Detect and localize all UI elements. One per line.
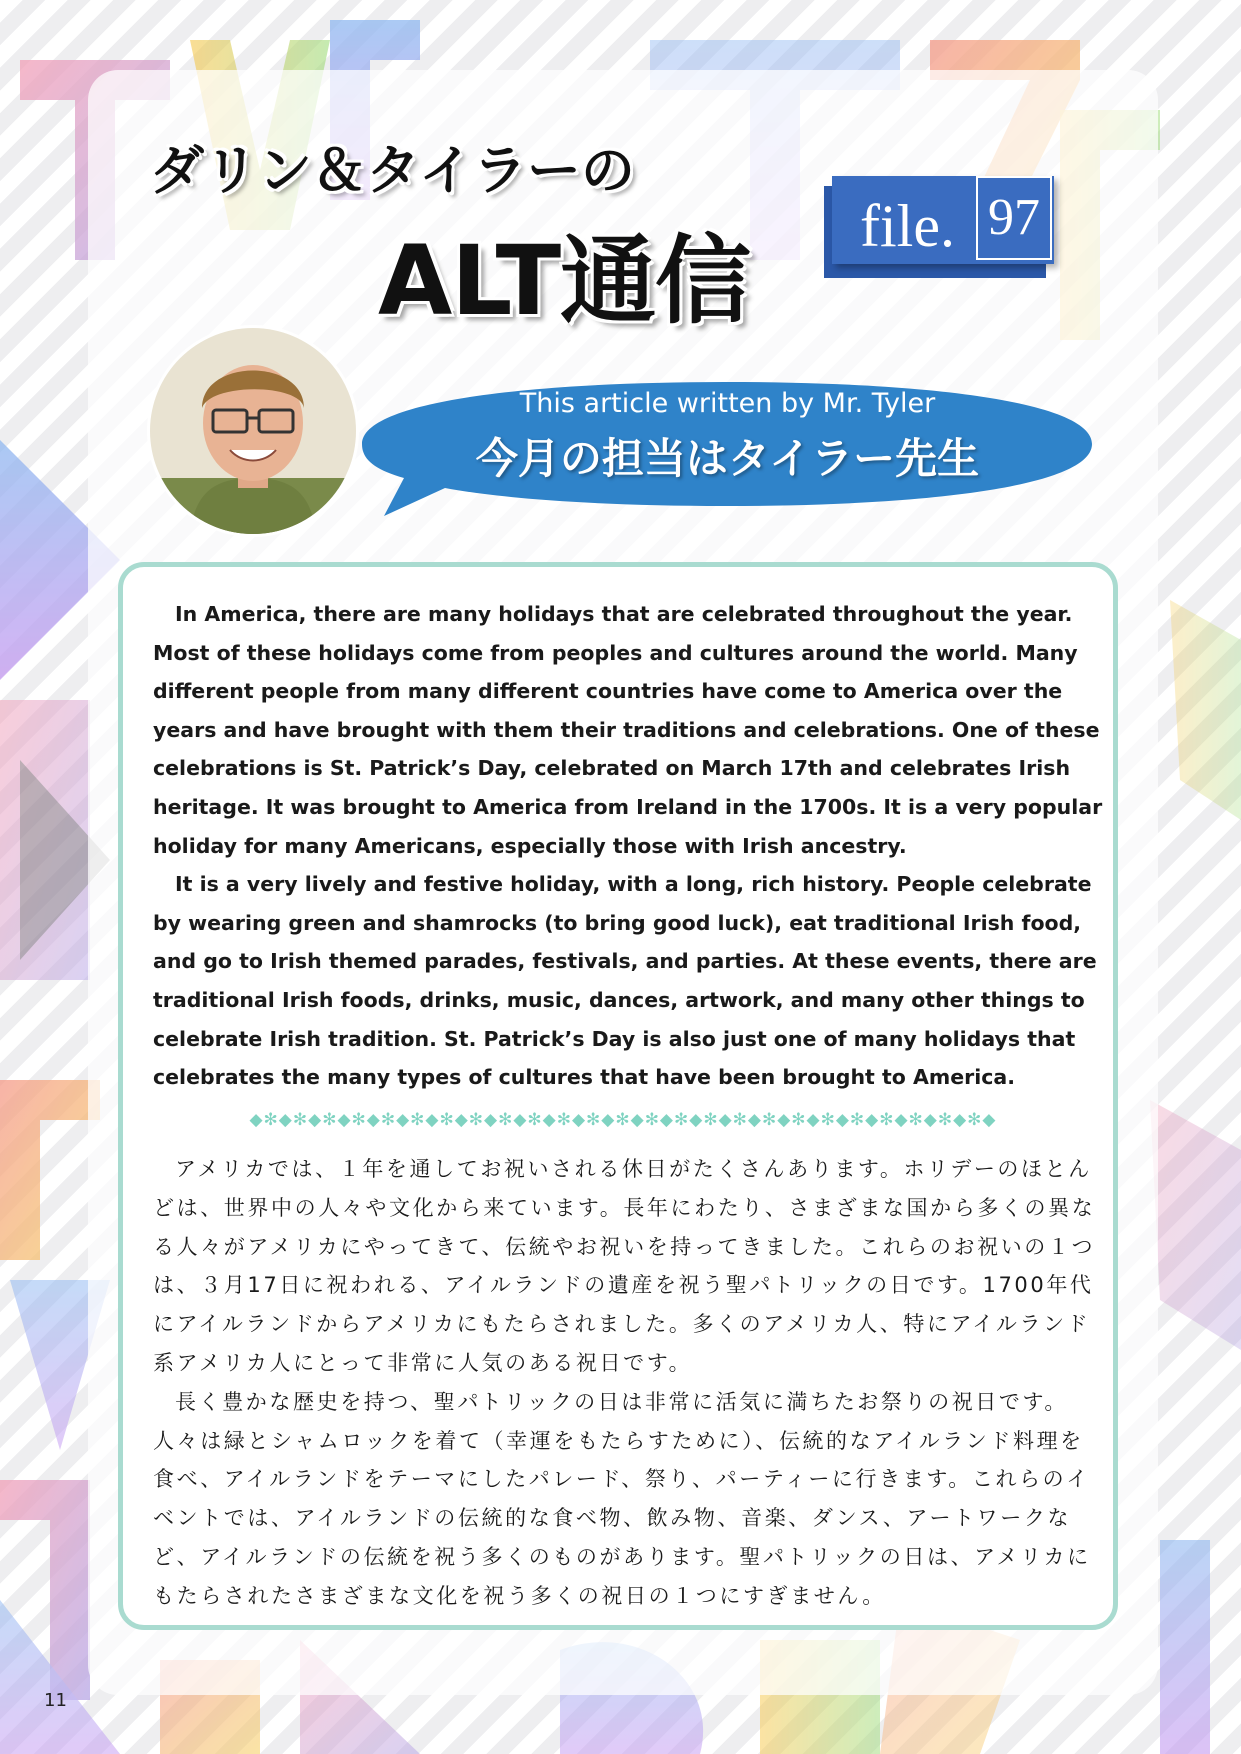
file-number-badge [824, 168, 1054, 278]
title-line-1: ダリン＆タイラーの [150, 139, 635, 202]
author-speech-bubble [360, 378, 1095, 518]
ornamental-divider: ◆✻◆✻◆✻◆✻◆✻◆✻◆✻◆✻◆✻◆✻◆✻◆✻◆✻◆✻◆✻◆✻◆✻◆✻◆✻◆✻◆✻◆✻◆✻◆✻◆✻◆ [249, 1110, 997, 1130]
english-paragraph-1: In America, there are many holidays that are celebrated throughout the year. Most of these holidays come from peoples and cultures around the world. Many different people from many different countries have come to America over the years and have brought with them their traditions and celebrations. One of these celebrations is St. Patrick’s Day, celebrated on March 17th and celebrates Irish heritage. It was brought to America from Ireland in the 1700s. It is a very popular holiday for many Americans, especially those with Irish ancestry. [153, 602, 1103, 858]
article-box [118, 562, 1118, 1630]
page-number: 11 [44, 1690, 67, 1711]
japanese-paragraph-1: アメリカでは、１年を通してお祝いされる休日がたくさんあります。ホリデーのほとんどは、世界中の人々や文化から来ています。長年にわたり、さまざまな国から多くの異なる人々がアメリカにやってきて、伝統やお祝いを持ってきました。これらのお祝いの１つは、３月17日に祝われる、アイルランドの遺産を祝う聖パトリックの日です。1700年代にアイルランドからアメリカにもたらされました。多くのアメリカ人、特にアイルランド系アメリカ人にとって非常に人気のある祝日です。 [153, 1157, 1096, 1375]
author-photo [150, 328, 356, 534]
file-label: file. [860, 193, 955, 259]
byline-japanese: 今月の担当はタイラー先生 [475, 434, 980, 483]
file-number: 97 [976, 176, 1052, 260]
badge-front-block [832, 176, 1054, 264]
english-article [153, 595, 1103, 1097]
japanese-article [153, 1150, 1103, 1616]
japanese-paragraph-2: 長く豊かな歴史を持つ、聖パトリックの日は非常に活気に満ちたお祭りの祝日です。人々は緑とシャムロックを着て（幸運をもたらすために）、伝統的なアイルランド料理を食べ、アイルランドをテーマにしたパレード、祭り、パーティーに行きます。これらのイベントでは、アイルランドの伝統的な食べ物、飲み物、音楽、ダンス、アートワークなど、アイルランドの伝統を祝う多くのものがあります。聖パトリックの日は、アメリカにもたらされたさまざまな文化を祝う多くの祝日の１つにすぎません。 [153, 1389, 1091, 1608]
title-line-2: ALT通信 [378, 225, 751, 337]
byline-english: This article written by Mr. Tyler [519, 388, 936, 419]
english-paragraph-2: It is a very lively and festive holiday, with a long, rich history. People celebrate by wearing green and shamrocks (to bring good luck), eat traditional Irish food, and go to Irish themed parades, festivals, and parties. At these events, there are traditional Irish foods, drinks, music, dances, artwork, and many other things to celebrate Irish tradition. St. Patrick’s Day is also just one of many holidays that celebrates the many types of cultures that have been brought to America. [153, 872, 1097, 1090]
